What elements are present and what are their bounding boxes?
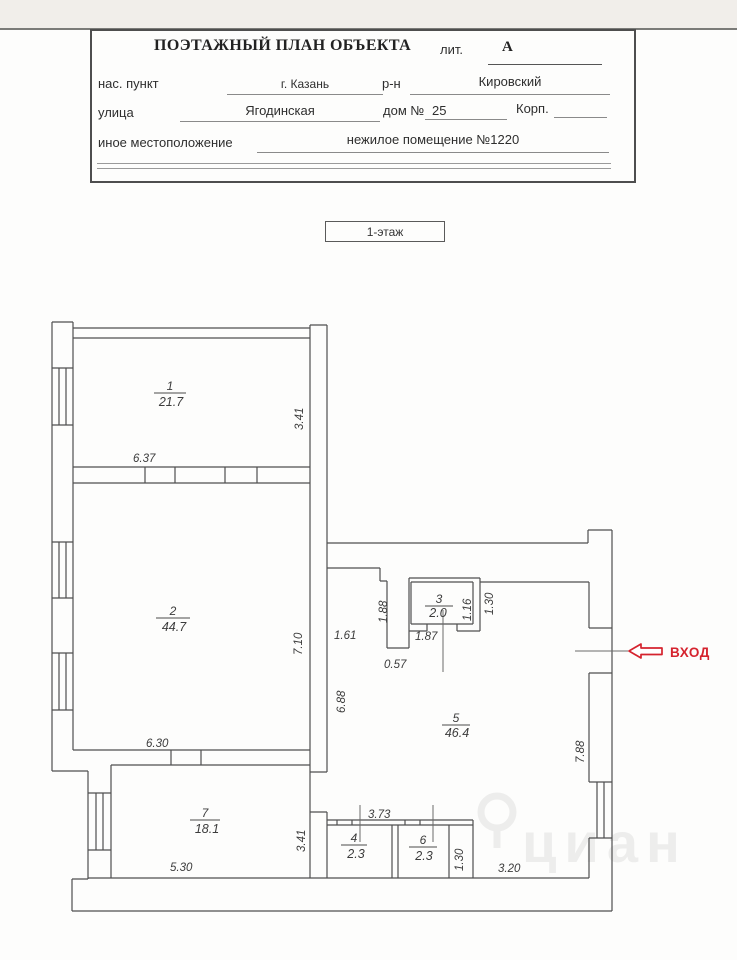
district-value: Кировский [478, 74, 542, 89]
entrance-arrow-icon [629, 644, 662, 658]
settlement-value: г. Казань [280, 77, 330, 91]
room-label-bars [154, 393, 470, 847]
dim-3-20: 3.20 [498, 863, 521, 875]
dim-0-57: 0.57 [384, 659, 407, 671]
other-location-label: иное местоположение [98, 135, 233, 150]
room-3-number: 3 [435, 592, 443, 606]
dim-1-61: 1.61 [334, 630, 357, 642]
street-label: улица [98, 105, 134, 120]
entrance-marker [629, 644, 710, 660]
leader-lines [360, 610, 628, 842]
room-3-area: 2.0 [429, 606, 447, 620]
document-title: ПОЭТАЖНЫЙ ПЛАН ОБЪЕКТА [154, 37, 412, 54]
dim-6-88: 6.88 [336, 690, 348, 713]
floor-tag-label: 1-этаж [366, 224, 404, 239]
street-value: Ягодинская [245, 103, 315, 118]
building-label: Корп. [516, 101, 549, 116]
dim-7-10: 7.10 [293, 632, 305, 655]
district-label: р-н [382, 76, 401, 91]
dim-1-87: 1.87 [415, 631, 438, 643]
watermark-pin-icon [481, 796, 513, 828]
dim-3-41-room7: 3.41 [296, 829, 308, 852]
window-symbols [52, 368, 612, 850]
dim-5-30: 5.30 [170, 862, 193, 874]
room-6-number: 6 [419, 833, 427, 847]
room-2-area: 44.7 [161, 620, 187, 634]
room-4-area: 2.3 [347, 847, 365, 861]
room-6-area: 2.3 [415, 849, 433, 863]
room-1-area: 21.7 [158, 395, 184, 409]
dim-3-73: 3.73 [368, 809, 391, 821]
dim-1-16: 1.16 [462, 598, 474, 621]
settlement-label: нас. пункт [98, 76, 159, 91]
liter-label: лит. [440, 42, 463, 57]
house-value: 25 [432, 103, 447, 118]
dim-6-30: 6.30 [146, 738, 169, 750]
room-4-number: 4 [350, 831, 358, 845]
dim-3-41-room1: 3.41 [294, 407, 306, 430]
house-label: дом № [383, 103, 425, 118]
entrance-label: ВХОД [670, 645, 710, 660]
liter-value: А [502, 39, 513, 55]
room-7-number: 7 [201, 806, 209, 820]
dim-1-30-room3: 1.30 [484, 592, 496, 615]
other-location-value: нежилое помещение №1220 [346, 132, 520, 147]
dim-1-88: 1.88 [378, 600, 390, 623]
dimension-labels [133, 408, 587, 875]
room-labels [158, 379, 469, 863]
dim-7-88: 7.88 [575, 740, 587, 763]
dim-6-37: 6.37 [133, 453, 156, 465]
dim-1-30-room6: 1.30 [454, 848, 466, 871]
watermark-text: циан [522, 811, 688, 874]
room-7-area: 18.1 [194, 822, 220, 836]
room-5-number: 5 [452, 711, 460, 725]
room-5-area: 46.4 [444, 726, 470, 740]
room-1-number: 1 [166, 379, 174, 393]
room-2-number: 2 [169, 604, 177, 618]
